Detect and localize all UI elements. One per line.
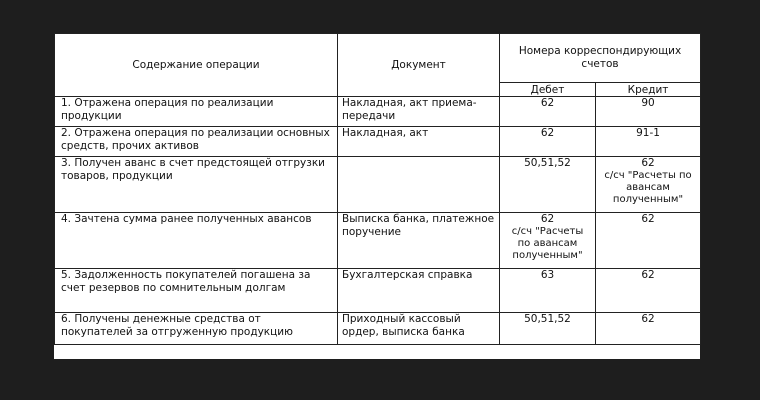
table-row — [55, 127, 701, 157]
document-cell: Накладная, акт приема-передачи — [338, 97, 500, 127]
operation-cell: 2. Отражена операция по реализации основных средств, прочих активов — [55, 127, 338, 157]
table-row — [55, 157, 701, 213]
debit-account: 62 — [540, 97, 555, 109]
credit-cell — [596, 269, 701, 313]
debit-note: с/сч "Расчеты по авансам полученным" — [511, 226, 584, 261]
header-operation: Содержание операции — [55, 34, 338, 97]
operation-cell: 1. Отражена операция по реализации продукции — [55, 97, 338, 127]
document-cell: Бухгалтерская справка — [338, 269, 500, 313]
debit-cell — [500, 97, 596, 127]
credit-cell — [596, 97, 701, 127]
accounting-table-sheet — [54, 33, 700, 359]
document-cell: Приходный кассовый ордер, выписка банка — [338, 313, 500, 345]
table-row — [55, 97, 701, 127]
debit-account: 63 — [540, 269, 555, 281]
document-cell — [338, 157, 500, 213]
operation-cell: 3. Получен аванс в счет предстоящей отгрузки товаров, продукции — [55, 157, 338, 213]
header-debit: Дебет — [500, 83, 596, 97]
credit-account: 62 — [641, 269, 655, 281]
debit-cell — [500, 313, 596, 345]
operation-cell: 5. Задолженность покупателей погашена за счет резервов по сомнительным долгам — [55, 269, 338, 313]
debit-account: 62 — [540, 127, 555, 139]
credit-cell — [596, 127, 701, 157]
credit-account: 62 — [641, 157, 655, 169]
table-row — [55, 269, 701, 313]
credit-cell — [596, 213, 701, 269]
credit-cell — [596, 313, 701, 345]
debit-account: 62 — [540, 213, 555, 225]
credit-account: 62 — [641, 313, 655, 325]
credit-cell — [596, 157, 701, 213]
table-row — [55, 313, 701, 345]
operation-cell: 4. Зачтена сумма ранее полученных авансов — [55, 213, 338, 269]
header-document: Документ — [338, 34, 500, 97]
debit-cell — [500, 269, 596, 313]
document-cell: Накладная, акт — [338, 127, 500, 157]
debit-cell — [500, 157, 596, 213]
operation-cell: 6. Получены денежные средства от покупателей за отгруженную продукцию — [55, 313, 338, 345]
credit-account: 91-1 — [636, 127, 660, 139]
credit-account: 90 — [641, 97, 655, 109]
debit-cell — [500, 127, 596, 157]
accounting-entries-table — [54, 33, 701, 345]
table-row — [55, 213, 701, 269]
debit-account: 50,51,52 — [524, 313, 571, 325]
document-cell: Выписка банка, платежное поручение — [338, 213, 500, 269]
credit-account: 62 — [641, 213, 655, 225]
credit-note: с/сч "Расчеты по авансам полученным" — [604, 170, 692, 205]
header-accounts: Номера корреспондирующих счетов — [500, 34, 701, 83]
debit-account: 50,51,52 — [524, 157, 571, 169]
header-credit: Кредит — [596, 83, 701, 97]
debit-cell — [500, 213, 596, 269]
